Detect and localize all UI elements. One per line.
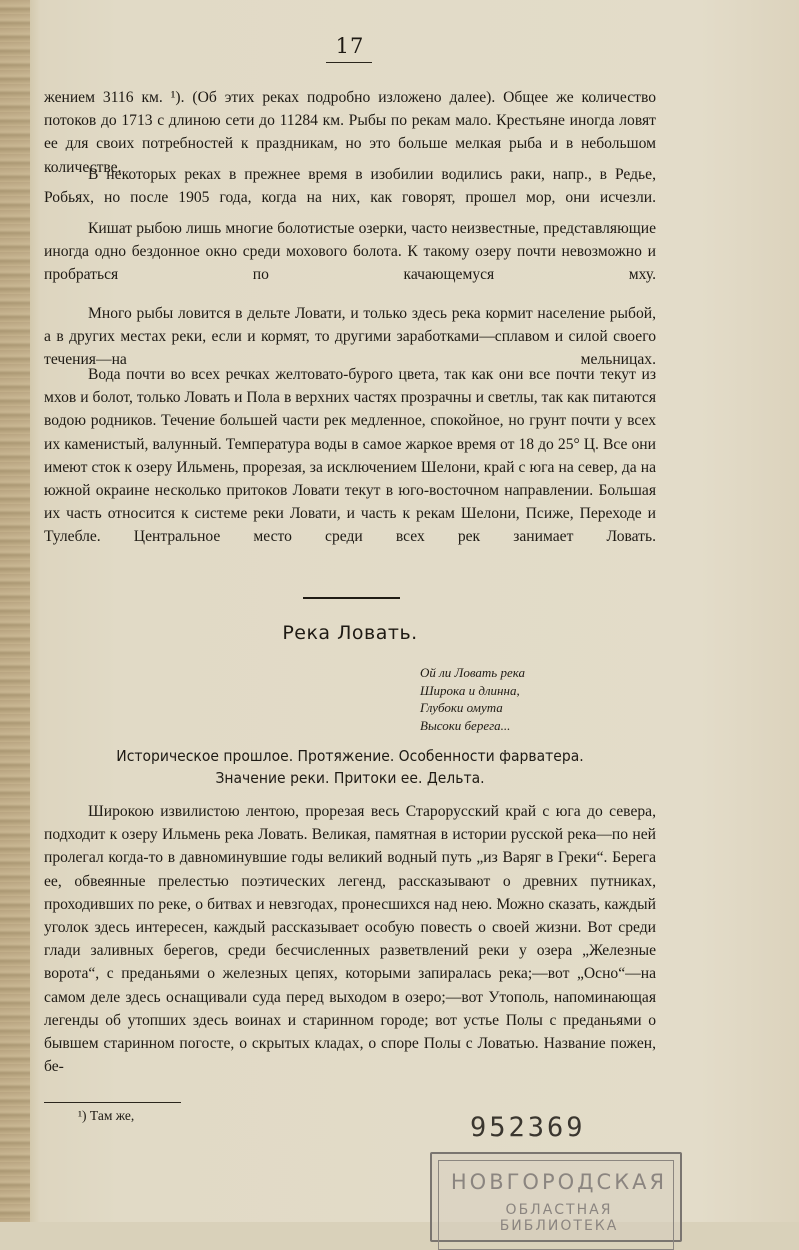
- body-paragraph-4: Много рыбы ловится в дельте Ловати, и только здесь река кормит население рыбой, а в других местах реки, если и кормят, то другими заработками—сплавом и силой своего течения—на мельницах.: [44, 305, 656, 369]
- section-paragraph: Широкою извилистою лентою, прорезая весь Старорусский край с юга до севера, подходит к озеру Ильмень река Ловать. Великая, памятная в истории русской река—по ней пролегал когда-то в давноминувшие годы великий водный путь „из Варяг в Греки“. Берега ее, обвеянные прелестью поэтических легенд, рассказывают о древних путниках, проходивших по реке, о битвах и невзгодах, пронесшихся над нею. Можно сказать, каждый уголок здесь интересен, каждый рассказывает особую повесть о своей жизни. Вот среди глади заливных берегов, среди бесчисленных разветвлений реки у озера „Железные ворота“, с преданьями о железных цепях, которыми запиралась река;—вот „Осно“—на самом деле здесь оснащивали суда перед выходом в озеро;—вот Утополь, напоминающая легенды об утопших здесь воинах и старинном городе; вот устье Полы с преданьями о бывшем старинном погосте, о скрытых кладах, о споре Полы с Ловатью. Название пожен, бе-: [44, 803, 656, 1076]
- epigraph-line: Широка и длинна,: [420, 682, 520, 698]
- body-paragraph-2: В некоторых реках в прежнее время в изобилии водились раки, напр., в Редье, Робьях, но после 1905 года, когда на них, как говорят, прошел мор, они исчезли.: [44, 166, 656, 207]
- epigraph-line: Ой ли Ловать река: [420, 665, 525, 680]
- chapter-heading: [44, 745, 656, 789]
- section-title: Река Ловать.: [282, 622, 418, 644]
- page-number-underline: [326, 62, 372, 63]
- chapter-heading-line-1: Историческое прошлое. Протяжение. Особенности фарватера.: [116, 747, 584, 765]
- section-divider: [303, 597, 400, 599]
- footnote-divider: [44, 1102, 181, 1103]
- chapter-heading-line-2: Значение реки. Притоки ее. Дельта.: [215, 769, 485, 787]
- library-stamp: [430, 1152, 682, 1242]
- epigraph-line: Высоки берега...: [420, 717, 511, 733]
- epigraph: [420, 664, 640, 734]
- stamp-text-line-1: НОВГОРОДСКАЯ: [450, 1170, 668, 1194]
- book-spine-edge: [0, 0, 30, 1222]
- body-paragraph-3: Кишат рыбою лишь многие болотистые озерки, часто неизвестные, представляющие иногда одно бездонное окно среди мохового болота. К такому озеру почти невозможно и пробраться по качающемуся мху.: [44, 220, 656, 284]
- body-paragraph-5: Вода почти во всех речках желтовато-бурого цвета, так как они все почти текут из мхов и болот, только Ловать и Пола в верхних частях прозрачны и светлы, так как питаются водою родников. Течение большей части рек медленное, спокойное, но грунт почти у всех их каменистый, валунный. Температура воды в самое жаркое время от 18 до 25° Ц. Все они имеют сток к озеру Ильмень, прорезая, за исключением Шелони, край с юга на север, да на южной окраине несколько притоков Ловати текут в юго-восточном направлении. Большая их часть относится к системе реки Ловати, и часть к рекам Шелони, Псиже, Переходе и Тулебле. Центральное место среди всех рек занимает Ловать.: [44, 366, 656, 546]
- page-number: 17: [335, 34, 365, 58]
- stamp-text-line-2: ОБЛАСТНАЯ БИБЛИОТЕКА: [499, 1202, 619, 1234]
- body-paragraph-1: жением 3116 км. ¹). (Об этих реках подробно изложено далее). Общее же количество потоков до 1713 с длиною сети до 11284 км. Рыбы по рекам мало. Крестьяне иногда ловят ее для своих потребностей к праздникам, но это больше мелкая рыба и в небольшом количестве.: [44, 89, 656, 176]
- epigraph-line: Глубоки омута: [420, 700, 503, 715]
- library-inventory-number: 952369: [470, 1112, 586, 1143]
- footnote: ¹) Там же,: [78, 1108, 135, 1123]
